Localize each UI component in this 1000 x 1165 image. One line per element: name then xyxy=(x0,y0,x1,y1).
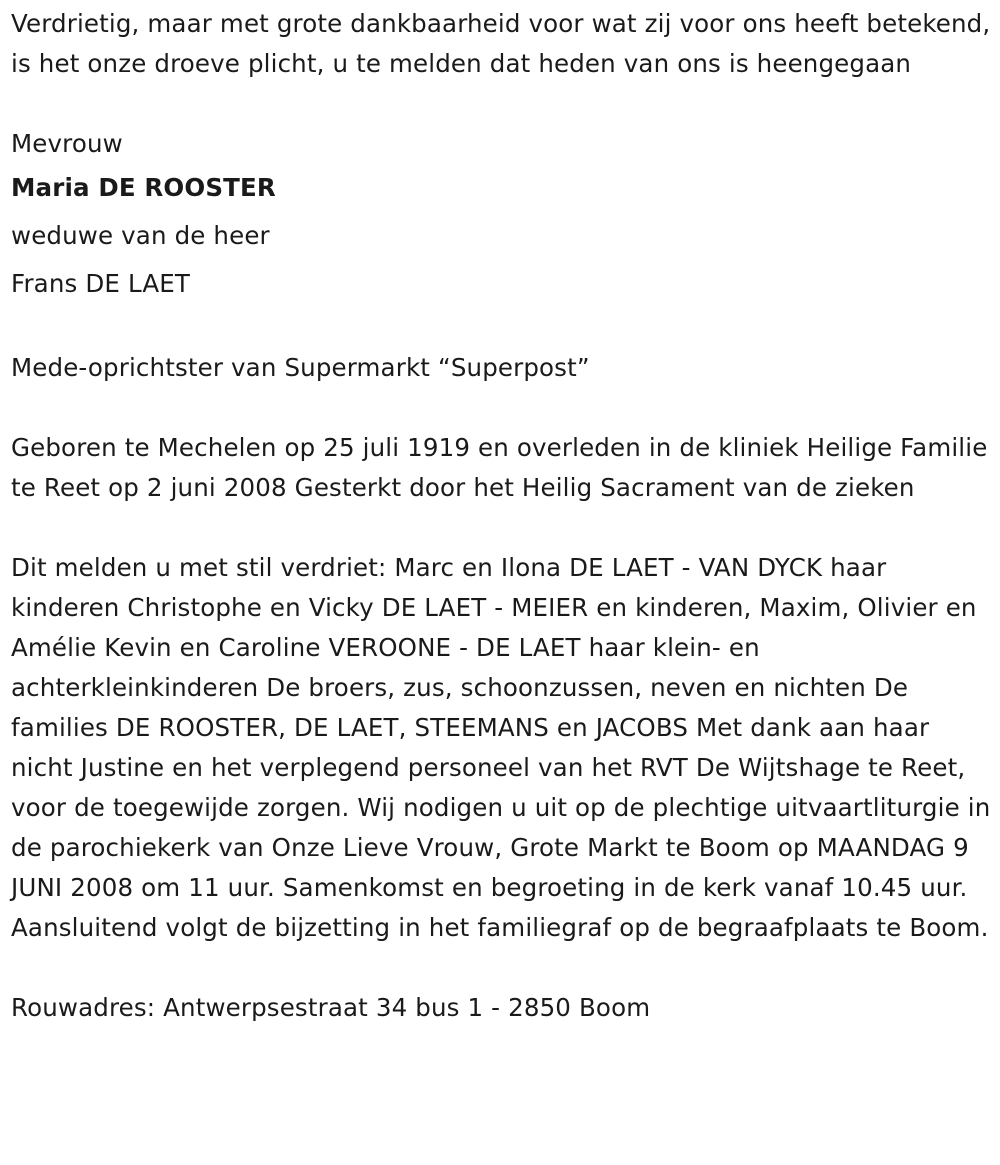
deceased-name: Maria DE ROOSTER xyxy=(11,173,276,202)
widow-of-line: weduwe van de heer xyxy=(11,221,270,250)
spouse-name: Frans DE LAET xyxy=(11,269,190,298)
announcement-paragraph: Dit melden u met stil verdriet: Marc en Ilona DE LAET - VAN DYCK haar kinderen Christophe en Vicky DE LAET - MEIER en kinderen, Maxim, Olivier en Amélie Kevin en Caroline VEROONE - DE LAET haar klein- en achterkleinkinderen De broers, zus, schoonzussen, neven en nichten De families DE ROOSTER, DE LAET, STEEMANS en JACOBS Met dank aan haar nicht Justine en het verplegend personeel van het RVT De Wijtshage te Reet, voor de toegewijde zorgen. Wij nodigen u uit op de plechtige uitvaartliturgie in de parochiekerk van Onze Lieve Vrouw, Grote Markt te Boom op MAANDAG 9 JUNI 2008 om 11 uur. Samenkomst en begroeting in de kerk vanaf 10.45 uur. Aansluitend volgt de bijzetting in het familiegraf op de begraafplaats te Boom. xyxy=(11,553,991,942)
birth-death-paragraph: Geboren te Mechelen op 25 juli 1919 en overleden in de kliniek Heilige Familie te Reet op 2 juni 2008 Gesterkt door het Heilig Sacrament van de zieken xyxy=(11,433,988,502)
salutation: Mevrouw xyxy=(11,129,123,158)
spacer xyxy=(11,308,996,348)
spacer xyxy=(11,84,996,124)
intro-paragraph: Verdrietig, maar met grote dankbaarheid voor wat zij voor ons heeft betekend, is het onze droeve plicht, u te melden dat heden van ons is heengegaan xyxy=(11,9,991,78)
mourning-address: Rouwadres: Antwerpsestraat 34 bus 1 - 2850 Boom xyxy=(11,993,651,1022)
spacer xyxy=(11,948,996,988)
spacer xyxy=(11,508,996,548)
obituary-notice xyxy=(11,4,996,1028)
founder-note: Mede-oprichtster van Supermarkt “Superpost” xyxy=(11,353,590,382)
spacer xyxy=(11,388,996,428)
